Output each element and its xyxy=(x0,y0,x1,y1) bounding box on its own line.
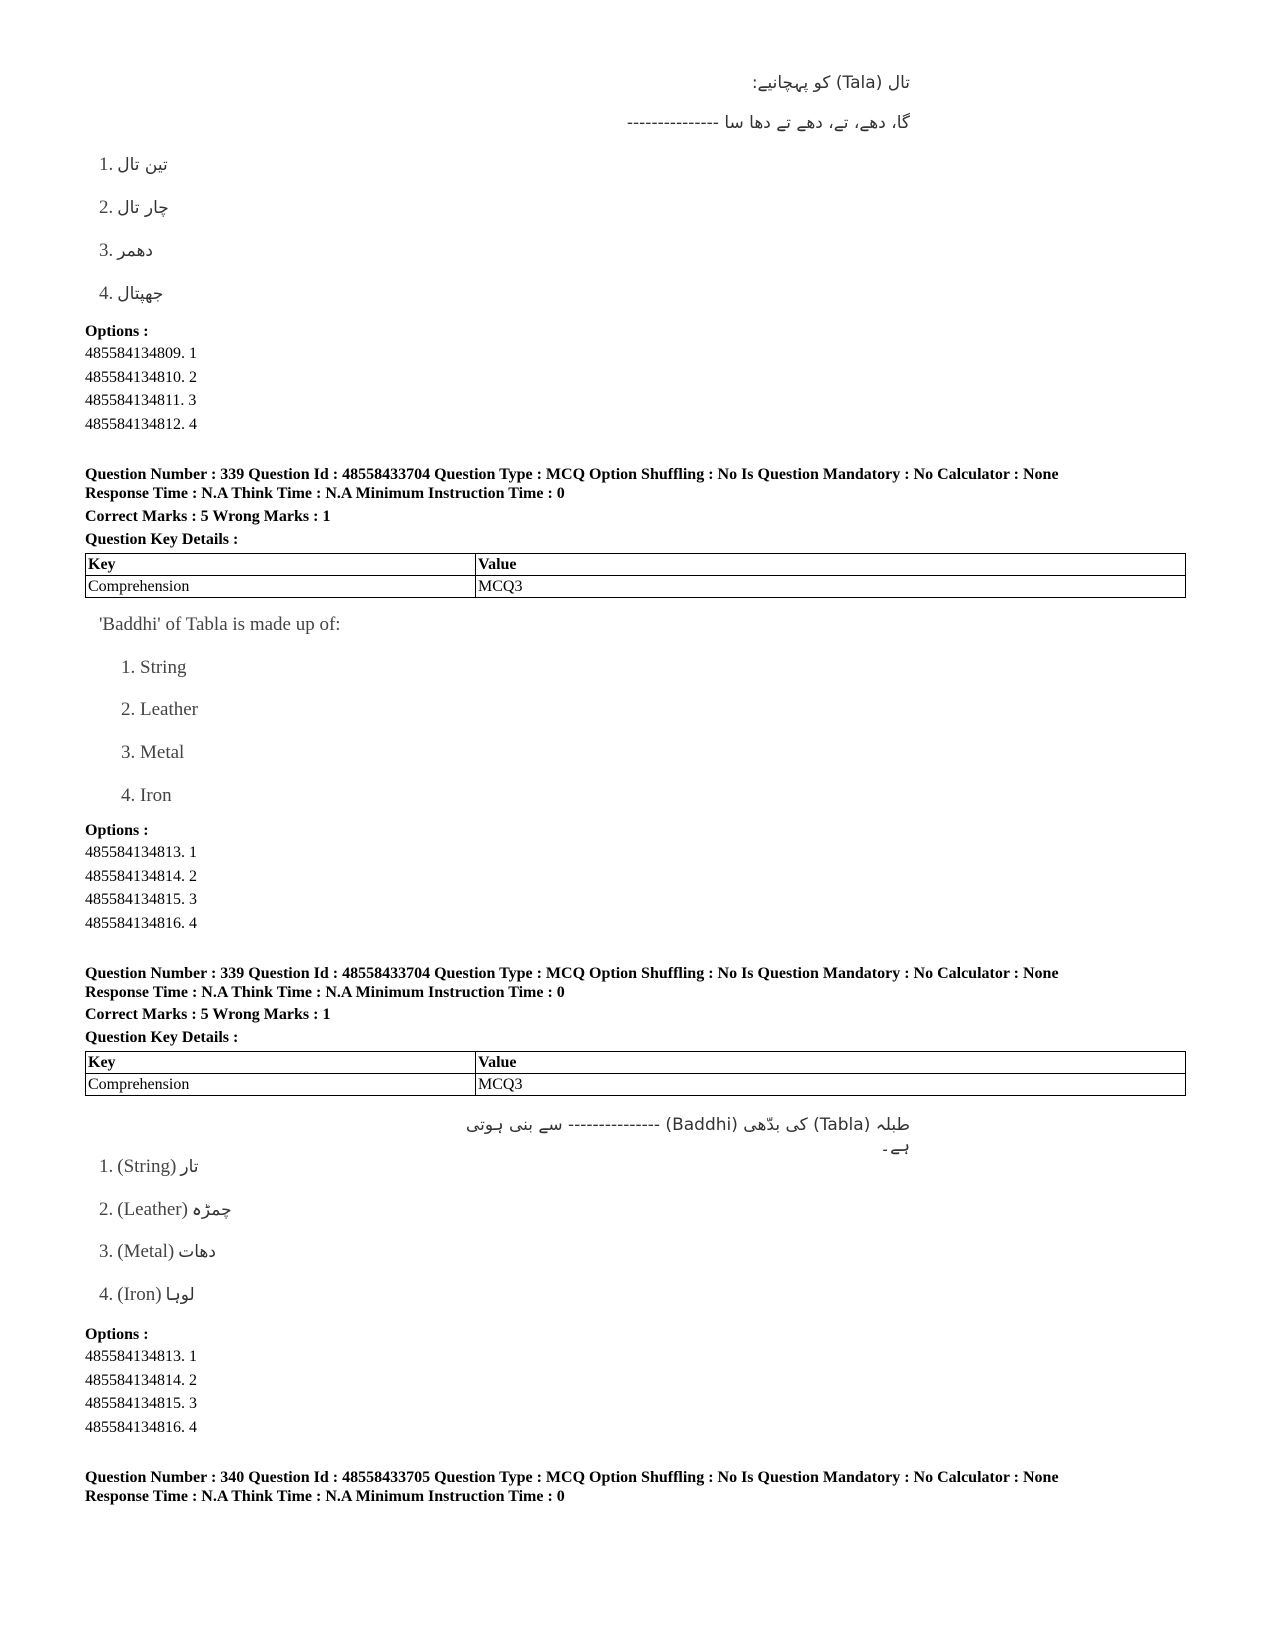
question-header-line2: Response Time : N.A Think Time : N.A Minimum Instruction Time : 0 xyxy=(85,1488,565,1505)
choice-number: 4. xyxy=(99,1284,114,1305)
value-header: Value xyxy=(476,1052,1186,1074)
q338-options-label: Options : xyxy=(85,323,149,340)
q339a-choice-3: 3. Metal xyxy=(121,742,185,763)
key-cell: Comprehension xyxy=(86,576,476,598)
question-header-line1: Question Number : 339 Question Id : 48558433704 Question Type : MCQ Option Shuffling : No Is Question Mandatory : No Calculator : None xyxy=(85,965,1059,982)
q338-stem-line2: گا، دھے، تے، دھے تے دھا سا --------------- xyxy=(626,113,910,133)
choice-english: (String) xyxy=(117,1156,177,1177)
option-row: 485584134815. 3 xyxy=(85,1395,197,1412)
option-row: 485584134815. 3 xyxy=(85,891,197,908)
q339a-header xyxy=(85,465,1235,503)
value-cell: MCQ3 xyxy=(476,576,1186,598)
choice-number: 3. xyxy=(99,1241,114,1262)
option-row: 485584134814. 2 xyxy=(85,867,197,885)
question-header-line2: Response Time : N.A Think Time : N.A Minimum Instruction Time : 0 xyxy=(85,984,565,1001)
option-row: 485584134814. 2 xyxy=(85,1371,197,1389)
option-row: 485584134811. 3 xyxy=(85,392,197,409)
value-cell: MCQ3 xyxy=(476,1074,1186,1096)
choice-text: جھپتال xyxy=(117,284,164,304)
q339b-choice-4 xyxy=(99,1284,195,1306)
choice-number: 4. xyxy=(99,283,114,304)
q338-choice-4 xyxy=(99,283,163,305)
key-header: Key xyxy=(86,554,476,576)
option-row: 485584134813. 1 xyxy=(85,1348,197,1365)
choice-text: چار تال xyxy=(117,198,169,218)
option-row: 485584134809. 1 xyxy=(85,345,197,362)
q339a-choice-2: 2. Leather xyxy=(121,699,199,720)
q339a-key-table xyxy=(85,553,1186,598)
q339b-stem: طبلہ (Tabla) کی بدّھی (Baddhi) --------------- سے بنی ہوتی ہے۔ xyxy=(465,1115,910,1156)
q339b-options-label: Options : xyxy=(85,1326,149,1343)
q339b-options-list xyxy=(85,1345,197,1439)
q339b-marks: Correct Marks : 5 Wrong Marks : 1 xyxy=(85,1006,331,1023)
q339b-choice-1 xyxy=(99,1156,198,1178)
value-header: Value xyxy=(476,554,1186,576)
q339a-choice-1: 1. String xyxy=(121,657,187,678)
q339a-options-list xyxy=(85,841,197,935)
choice-urdu: چمڑہ xyxy=(191,1200,232,1220)
q339a-options-label: Options : xyxy=(85,822,149,839)
q339b-key-details-label: Question Key Details : xyxy=(85,1029,239,1046)
q339b-header xyxy=(85,964,1235,1002)
table-header-row xyxy=(86,554,1186,576)
choice-number: 1. xyxy=(99,1156,114,1177)
key-cell: Comprehension xyxy=(86,1074,476,1096)
option-row: 485584134813. 1 xyxy=(85,844,197,861)
option-row: 485584134810. 2 xyxy=(85,368,197,386)
table-row xyxy=(86,576,1186,598)
q338-stem-line1: تال (Tala) کو پہچانیے: xyxy=(751,73,910,93)
choice-text: دھمر xyxy=(117,241,153,261)
choice-number: 1. xyxy=(99,154,114,175)
option-row: 485584134812. 4 xyxy=(85,415,197,433)
choice-english: (Leather) xyxy=(117,1199,188,1220)
q338-choice-1 xyxy=(99,154,168,176)
q339b-choice-2 xyxy=(99,1199,232,1221)
question-header-line1: Question Number : 340 Question Id : 48558433705 Question Type : MCQ Option Shuffling : No Is Question Mandatory : No Calculator : None xyxy=(85,1469,1059,1486)
choice-english: (Iron) xyxy=(117,1284,162,1305)
q338-choice-2 xyxy=(99,197,169,219)
choice-urdu: لوہا xyxy=(165,1285,195,1305)
q338-choice-3 xyxy=(99,240,153,262)
q339b-choice-3 xyxy=(99,1241,216,1263)
choice-number: 2. xyxy=(99,197,114,218)
choice-urdu: دھات xyxy=(178,1242,216,1262)
q339b-key-table xyxy=(85,1051,1186,1096)
table-row xyxy=(86,1074,1186,1096)
choice-urdu: تار xyxy=(180,1157,199,1177)
choice-english: (Metal) xyxy=(117,1241,175,1262)
q339a-key-details-label: Question Key Details : xyxy=(85,531,239,548)
q338-options-list xyxy=(85,342,197,436)
table-header-row xyxy=(86,1052,1186,1074)
option-row: 485584134816. 4 xyxy=(85,1418,197,1436)
q339a-stem: 'Baddhi' of Tabla is made up of: xyxy=(99,614,341,635)
question-header-line1: Question Number : 339 Question Id : 48558433704 Question Type : MCQ Option Shuffling : No Is Question Mandatory : No Calculator : None xyxy=(85,466,1059,483)
q340-header xyxy=(85,1468,1235,1506)
key-header: Key xyxy=(86,1052,476,1074)
choice-number: 2. xyxy=(99,1199,114,1220)
question-header-line2: Response Time : N.A Think Time : N.A Minimum Instruction Time : 0 xyxy=(85,485,565,502)
choice-number: 3. xyxy=(99,240,114,261)
choice-text: تین تال xyxy=(117,155,168,175)
q339a-marks: Correct Marks : 5 Wrong Marks : 1 xyxy=(85,508,331,525)
option-row: 485584134816. 4 xyxy=(85,914,197,932)
q339a-choice-4: 4. Iron xyxy=(121,785,172,806)
